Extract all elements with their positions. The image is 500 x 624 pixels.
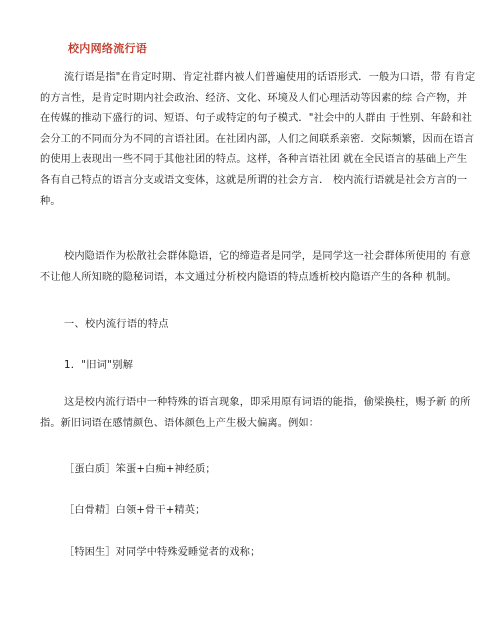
subsection-heading: 1．"旧词"别解 (64, 360, 134, 371)
text-line: 的使用上表现出一些不同于其他社团的特点。这样，各种言语社团 就在全民语言的基础上产生 (40, 154, 468, 166)
document-title: 校内网络流行语 (68, 42, 148, 55)
text-line: 校内隐语作为松散社会群体隐语，它的缔造者是同学，是同学这一社会群体所使用的 有意 (64, 251, 471, 262)
text-line: 不让他人所知晓的隐秘词语，本文通过分析校内隐语的特点透析校内隐语产生的各种 机制。 (40, 271, 457, 283)
paragraph-old-words (40, 393, 471, 434)
text-line: 种。 (40, 195, 61, 207)
paragraph-secret-language (40, 247, 471, 288)
text-line: 指。新旧词语在感情颜色、语体颜色上产生极大偏离。例如： (40, 417, 320, 429)
section-heading: 一、校内流行语的特点 (64, 319, 169, 330)
text-line: 各有自己特点的语言分支或语文变体，这就是所谓的社会方言． 校内流行语就是社会方言的一 (40, 174, 468, 186)
text-line: 流行语是指"在肯定时期、肯定社群内被人们普遍使用的话语形式．一般为口语，带 有肯定 (64, 72, 476, 83)
text-line: 的方言性，是肯定时期内社会政治、经济、文化、环境及人们心理活动等因素的综 合产物，并 (40, 92, 468, 104)
paragraph-intro (40, 68, 476, 212)
text-line: 在传媒的推动下盛行的词、短语、句子或特定的句子模式．"社会中的人群由 于性别、年龄和社 (40, 113, 473, 125)
example-item: ［蛋白质］笨蛋+白痴+神经质； (64, 464, 216, 475)
text-line: 这是校内流行语中一种特殊的语言现象，即采用原有词语的能指，偷梁换柱，赐予新 的所 (64, 397, 471, 408)
example-item: ［白骨精］白领+骨干+精英； (64, 505, 206, 516)
example-item: ［特困生］对同学中特殊爱睡觉者的戏称； (64, 547, 261, 558)
text-line: 会分工的不同而分为不同的言语社团。在社团内部，人们之间联系亲密．交际频繁，因而在语言 (40, 133, 475, 145)
